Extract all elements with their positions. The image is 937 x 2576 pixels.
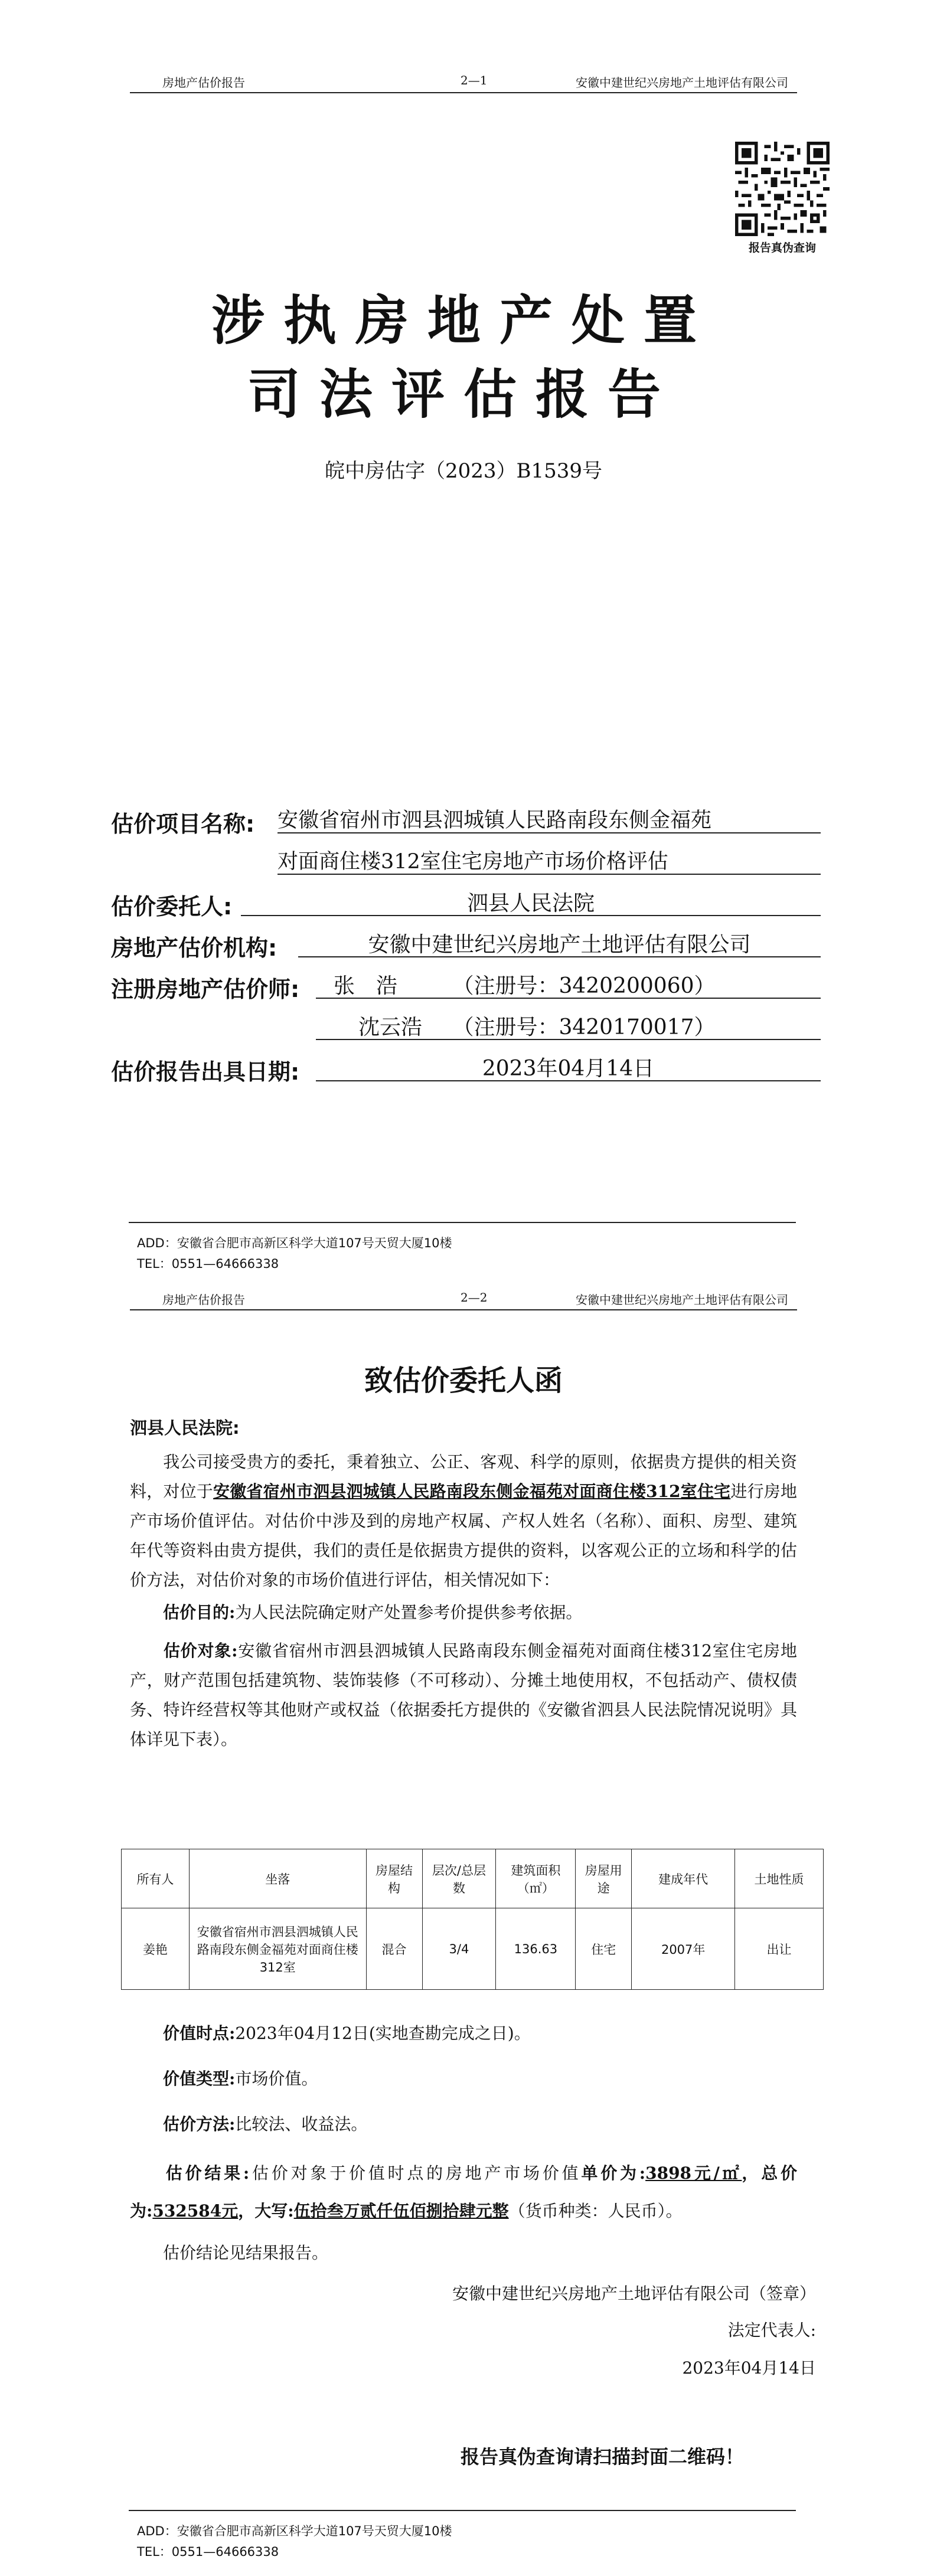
method-paragraph bbox=[130, 2110, 797, 2139]
subject-label: 估价对象: bbox=[163, 1641, 238, 1660]
purpose-paragraph bbox=[130, 1598, 797, 1627]
header-page-number: 2—2 bbox=[461, 1290, 488, 1305]
header-report-type: 房地产估价报告 bbox=[162, 76, 245, 90]
appraiser-label: 注册房地产估价师: bbox=[111, 976, 300, 1002]
value-type-text: 市场价值。 bbox=[235, 2069, 318, 2088]
letter-page bbox=[0, 1288, 937, 2576]
purpose-label: 估价目的: bbox=[163, 1603, 236, 1622]
table-header: 所有人 bbox=[122, 1849, 190, 1908]
total-price-value: 532584元 bbox=[152, 2201, 239, 2221]
result-paragraph bbox=[130, 2155, 797, 2230]
property-table bbox=[121, 1849, 824, 1990]
agency-line bbox=[298, 928, 821, 957]
total-price-label: ，总价为: bbox=[130, 2163, 797, 2221]
client-value: 泗县人民法院 bbox=[466, 891, 595, 916]
client-label: 估价委托人: bbox=[111, 894, 233, 920]
result-text: 估价对象于价值时点的房地产市场价值 bbox=[249, 2163, 582, 2183]
value-type-label: 价值类型: bbox=[163, 2069, 236, 2088]
unit-price-value: 3898元/㎡ bbox=[645, 2163, 742, 2183]
footer-address: ADD：安徽省合肥市高新区科学大道107号天贸大厦10楼 bbox=[137, 2524, 452, 2538]
project-label: 估价项目名称: bbox=[111, 811, 255, 837]
header-report-type: 房地产估价报告 bbox=[162, 1293, 245, 1307]
footer-tel: TEL：0551—64666338 bbox=[137, 2545, 279, 2559]
method-text: 比较法、收益法。 bbox=[235, 2114, 368, 2134]
qr-caption: 报告真伪查询 bbox=[748, 241, 816, 254]
header-company: 安徽中建世纪兴房地产土地评估有限公司 bbox=[576, 1293, 788, 1307]
value-time-paragraph bbox=[130, 2019, 797, 2048]
appraiser-name: 张 浩 bbox=[334, 974, 398, 998]
capital-amount-value: 伍拾叁万贰仟伍佰捌拾肆元整 bbox=[293, 2201, 509, 2221]
date-value: 2023年04月14日 bbox=[482, 1057, 655, 1081]
value-time-label: 价值时点: bbox=[163, 2023, 236, 2043]
project-name-line1 bbox=[277, 804, 821, 833]
addressee: 泗县人民法院: bbox=[130, 1418, 240, 1438]
table-cell: 姜艳 bbox=[122, 1908, 190, 1990]
appraiser-reg-number: （注册号：3420200060） bbox=[452, 974, 716, 998]
verification-notice: 报告真伪查询请扫描封面二维码！ bbox=[461, 2446, 745, 2468]
table-cell: 住宅 bbox=[576, 1908, 632, 1990]
table-header: 土地性质 bbox=[735, 1849, 824, 1908]
appraiser-line-1 bbox=[316, 969, 821, 999]
footer-rule bbox=[129, 1222, 796, 1223]
value-time-text: 2023年04月12日(实地查勘完成之日)。 bbox=[235, 2023, 531, 2043]
unit-price-label: 单价为: bbox=[581, 2163, 646, 2183]
intro-object: 安徽省宿州市泗县泗城镇人民路南段东侧金福苑对面商住楼312室住宅 bbox=[213, 1482, 731, 1501]
date-label: 估价报告出具日期: bbox=[111, 1059, 300, 1085]
appraiser-name: 沈云浩 bbox=[358, 1015, 423, 1039]
date-line bbox=[316, 1052, 821, 1081]
qr-code-icon[interactable] bbox=[735, 142, 830, 236]
method-label: 估价方法: bbox=[163, 2114, 236, 2134]
footer-rule bbox=[129, 2510, 796, 2511]
running-header bbox=[130, 1288, 797, 1310]
table-cell: 安徽省宿州市泗县泗城镇人民路南段东侧金福苑对面商住楼312室 bbox=[189, 1908, 366, 1990]
company-signature: 安徽中建世纪兴房地产土地评估有限公司（签章） bbox=[452, 2284, 816, 2303]
table-cell: 136.63 bbox=[496, 1908, 576, 1990]
table-cell: 3/4 bbox=[422, 1908, 496, 1990]
table-header: 房屋结构 bbox=[366, 1849, 422, 1908]
table-row bbox=[122, 1908, 824, 1990]
project-name-text1: 安徽省宿州市泗县泗城镇人民路南段东侧金福苑 bbox=[277, 809, 712, 832]
header-page-number: 2—1 bbox=[461, 73, 488, 87]
agency-value: 安徽中建世纪兴房地产土地评估有限公司 bbox=[368, 933, 751, 957]
table-header-row bbox=[122, 1849, 824, 1908]
intro-text-1: 我公司接受贵方的委托，秉着独立、公正、客观、科学的原则，依据贵方提供的相关资料，对位于 bbox=[130, 1452, 797, 1501]
letter-title: 致估价委托人函 bbox=[364, 1364, 563, 1397]
report-title-line1: 涉执房地产处置 bbox=[211, 290, 716, 352]
conclusion-paragraph bbox=[130, 2238, 797, 2268]
header-company: 安徽中建世纪兴房地产土地评估有限公司 bbox=[576, 76, 788, 90]
purpose-text: 为人民法院确定财产处置参考价提供参考依据。 bbox=[235, 1603, 583, 1622]
table-header: 层次/总层数 bbox=[422, 1849, 496, 1908]
table-header: 坐落 bbox=[189, 1849, 366, 1908]
client-line bbox=[241, 887, 821, 916]
value-type-paragraph bbox=[130, 2064, 797, 2094]
subject-text: 安徽省宿州市泗县泗城镇人民路南段东侧金福苑对面商住楼312室住宅房地产，财产范围包括建筑物、装饰装修（不可移动）、分摊土地使用权，不包括动产、债权债务、特许经营权等其他财产或权益（依据委托方提供的《安徽省泗县人民法院情况说明》具体详见下表）。 bbox=[130, 1641, 797, 1749]
intro-text-2: 进行房地产市场价值评估。对估价中涉及到的房地产权属、产权人姓名（名称）、面积、房型、建筑年代等资料由贵方提供，我们的责任是依据贵方提供的资料，以客观公正的立场和科学的估价方法，对估价对象的市场价值进行评估，相关情况如下： bbox=[130, 1482, 797, 1590]
report-title-line2: 司法评估报告 bbox=[247, 364, 680, 426]
running-header bbox=[130, 71, 797, 93]
footer-address: ADD：安徽省合肥市高新区科学大道107号天贸大厦10楼 bbox=[137, 1236, 452, 1250]
document-number: 皖中房估字（2023）B1539号 bbox=[324, 459, 603, 483]
table-cell: 混合 bbox=[366, 1908, 422, 1990]
table-header: 建筑面积（㎡） bbox=[496, 1849, 576, 1908]
result-label: 估价结果: bbox=[163, 2163, 250, 2183]
table-header: 房屋用途 bbox=[576, 1849, 632, 1908]
legal-representative: 法定代表人: bbox=[727, 2320, 816, 2340]
table-header: 建成年代 bbox=[632, 1849, 735, 1908]
signature-date: 2023年04月14日 bbox=[682, 2358, 816, 2378]
conclusion-text: 估价结论见结果报告。 bbox=[163, 2243, 329, 2263]
project-name-line2 bbox=[277, 845, 821, 875]
currency-note: （货币种类：人民币）。 bbox=[508, 2201, 683, 2221]
subject-paragraph bbox=[130, 1636, 797, 1754]
appraiser-line-2 bbox=[316, 1011, 821, 1040]
table-cell: 2007年 bbox=[632, 1908, 735, 1990]
intro-paragraph bbox=[130, 1447, 797, 1595]
capital-amount-label: ，大写: bbox=[238, 2201, 294, 2221]
appraiser-reg-number: （注册号：3420170017） bbox=[452, 1015, 716, 1039]
project-name-text2: 对面商住楼312室住宅房地产市场价格评估 bbox=[277, 850, 668, 874]
table-cell: 出让 bbox=[735, 1908, 824, 1990]
agency-label: 房地产估价机构: bbox=[111, 935, 277, 961]
footer-tel: TEL：0551—64666338 bbox=[137, 1257, 279, 1271]
